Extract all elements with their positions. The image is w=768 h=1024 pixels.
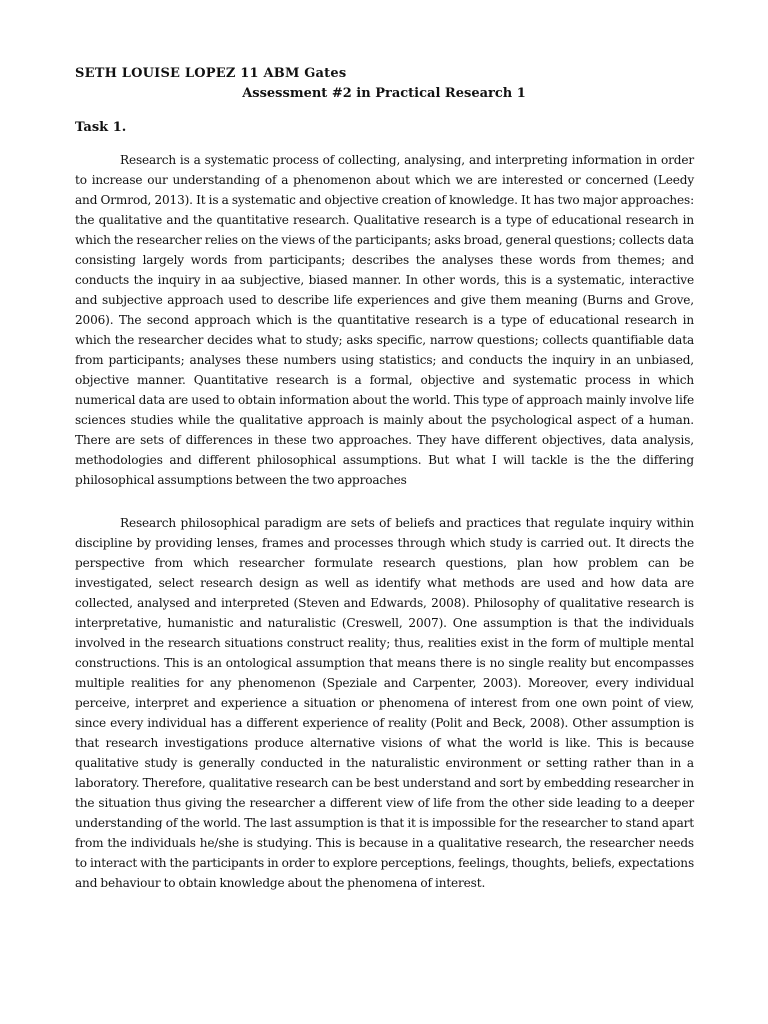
task-heading: Task 1. — [75, 120, 127, 135]
author-line: SETH LOUISE LOPEZ 11 ABM Gates — [75, 66, 347, 81]
paragraph-2: Research philosophical paradigm are sets of beliefs and practices that regulate inquiry within discipline by providing lenses, frames and processes through which study is carried out. It directs the perspective from which researcher formulate research questions, plan how problem can be investigated, select research design as well as identify what methods are used and how data are collected, analysed and interpreted (Steven and Edwards, 2008). Philosophy of qualitative research is interpretative, humanistic and naturalistic (Creswell, 2007). One assumption is that the individuals involved in the research situations construct reality; thus, realities exist in the form of multiple mental constructions. This is an ontological assumption that means there is no single reality but encompasses multiple realities for any phenomenon (Speziale and Carpenter, 2003). Moreover, every individual perceive, interpret and experience a situation or phenomena of interest from one own point of view, since every individual has a different experience of reality (Polit and Beck, 2008). Other assumption is that research investigations produce alternative visions of what the world is like. This is because qualitative study is generally conducted in the naturalistic environment or setting rather than in a laboratory. Therefore, qualitative research can be best understand and sort by embedding researcher in the situation thus giving the researcher a different view of life from the other side leading to a deeper understanding of the world. The last assumption is that it is impossible for the researcher to stand apart from the individuals he/she is studying. This is because in a qualitative research, the researcher needs to interact with the participants in order to explore perceptions, feelings, thoughts, beliefs, expectations and behaviour to obtain knowledge about the phenomena of interest. — [75, 516, 694, 890]
paragraph-1: Research is a systematic process of collecting, analysing, and interpreting information in order to increase our understanding of a phenomenon about which we are interested or concerned (Leedy and Ormrod, 2013). It is a systematic and objective creation of knowledge. It has two major approaches: the qualitative and the quantitative research. Qualitative research is a type of educational research in which the researcher relies on the views of the participants; asks broad, general questions; collects data consisting largely words from participants; describes the analyses these words from themes; and conducts the inquiry in aa subjective, biased manner. In other words, this is a systematic, interactive and subjective approach used to describe life experiences and give them meaning (Burns and Grove, 2006). The second approach which is the quantitative research is a type of educational research in which the researcher decides what to study; asks specific, narrow questions; collects quantifiable data from participants; analyses these numbers using statistics; and conducts the inquiry in an unbiased, objective manner. Quantitative research is a formal, objective and systematic process in which numerical data are used to obtain information about the world. This type of approach mainly involve life sciences studies while the qualitative approach is mainly about the psychological aspect of a human. There are sets of differences in these two approaches. They have different objectives, data analysis, methodologies and different philosophical assumptions. But what I will tackle is the the differing philosophical assumptions between the two approaches — [75, 153, 694, 487]
assessment-title: Assessment #2 in Practical Research 1 — [242, 86, 526, 101]
